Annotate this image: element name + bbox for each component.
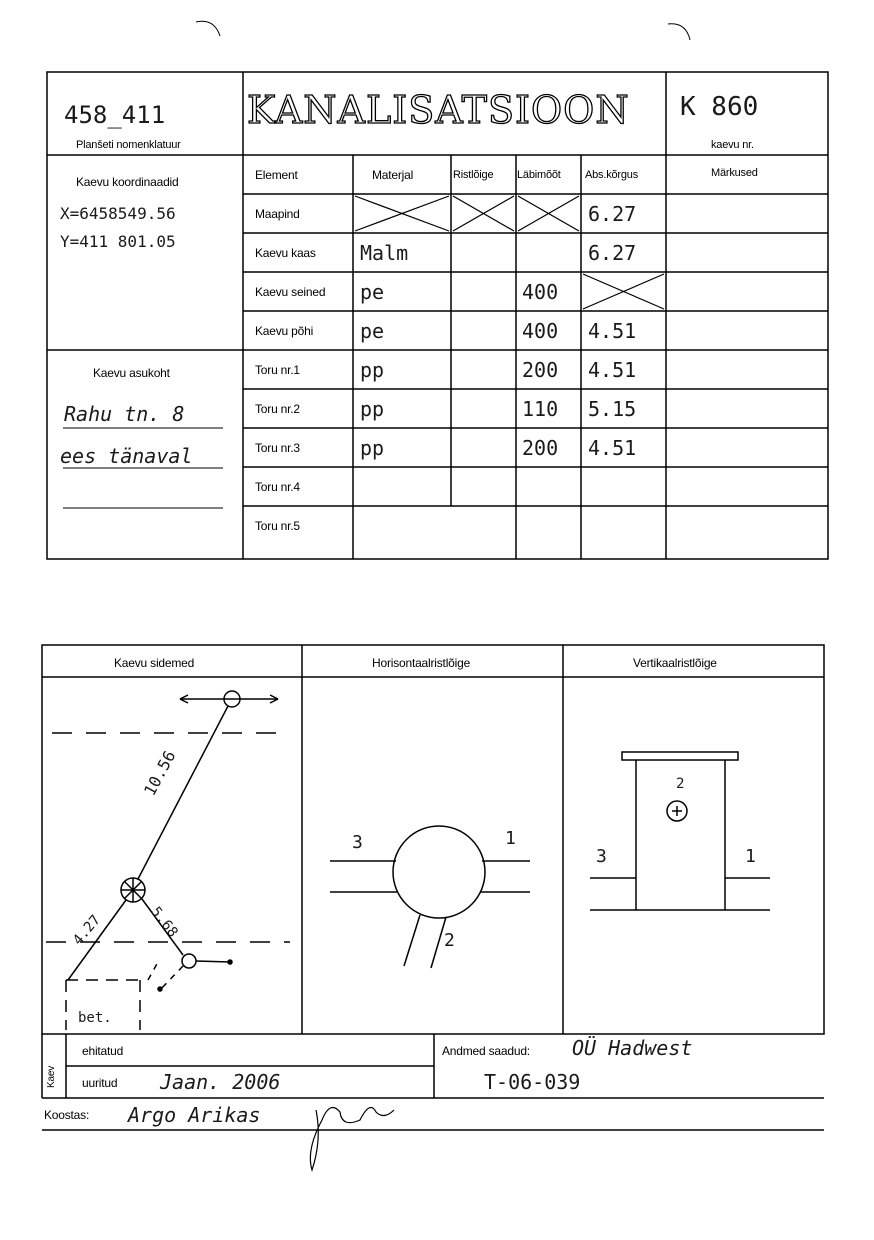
dim-5-68: 5.68: [147, 904, 181, 941]
row-6-element: Toru nr.2: [255, 401, 300, 416]
row-3-element: Kaevu seined: [255, 284, 326, 299]
coordinate-x: X=6458549.56: [60, 204, 176, 223]
well-label: kaevu nr.: [711, 139, 754, 151]
horizontal-label: Horisontaalristlõige: [372, 656, 471, 670]
surveyed-label: uuritud: [82, 1076, 118, 1090]
row-2-element: Kaevu kaas: [255, 245, 316, 260]
header-notes: Märkused: [711, 167, 758, 179]
row-6-abs: 5.15: [588, 396, 637, 421]
author-value: Argo Arikas: [128, 1103, 261, 1127]
coordinate-y: Y=411 801.05: [60, 232, 176, 251]
row-1-element: Maapind: [255, 206, 300, 221]
row-2-abs: 6.27: [588, 240, 637, 265]
location-label: Kaevu asukoht: [93, 366, 170, 380]
built-label: ehitatud: [82, 1044, 124, 1058]
v-pipe-3: 3: [596, 846, 607, 867]
data-label: Andmed saadud:: [442, 1044, 530, 1058]
row-1-abs: 6.27: [588, 201, 637, 226]
dim-4-27: 4.27: [70, 912, 104, 949]
row-3-material: pe: [360, 279, 385, 304]
row-4-abs: 4.51: [588, 318, 637, 343]
v-pipe-1: 1: [745, 846, 756, 867]
header-material: Materjal: [372, 167, 414, 182]
header-element: Element: [255, 167, 298, 182]
author-label: Koostas:: [44, 1108, 90, 1122]
vertical-label: Vertikaalristlõige: [633, 656, 717, 670]
well-number: K 860: [680, 92, 759, 122]
h-pipe-2: 2: [444, 930, 455, 951]
data-source: OÜ Hadwest: [572, 1036, 693, 1060]
row-5-element: Toru nr.1: [255, 362, 300, 377]
row-8-element: Toru nr.4: [255, 479, 300, 494]
row-3-diameter: 400: [522, 279, 559, 304]
row-6-material: pp: [360, 396, 385, 421]
coordinates-label: Kaevu koordinaadid: [76, 175, 179, 189]
side-label: Kaev: [46, 1066, 57, 1088]
row-7-abs: 4.51: [588, 435, 637, 460]
row-4-material: pe: [360, 318, 385, 343]
location-line-2: ees tänaval: [60, 444, 193, 468]
v-pipe-2: 2: [676, 776, 685, 792]
row-4-diameter: 400: [522, 318, 559, 343]
row-2-material: Malm: [360, 240, 409, 265]
row-4-element: Kaevu põhi: [255, 323, 314, 338]
ties-sketch: [46, 691, 290, 1030]
row-6-diameter: 110: [522, 396, 559, 421]
location-line-1: Rahu tn. 8: [64, 402, 185, 426]
data-ref: T-06-039: [484, 1070, 581, 1094]
row-7-material: pp: [360, 435, 385, 460]
h-pipe-1: 1: [505, 828, 516, 849]
row-5-diameter: 200: [522, 357, 559, 382]
header-section: Ristlõige: [453, 168, 494, 181]
row-9-element: Toru nr.5: [255, 518, 300, 533]
surveyed-value: Jaan. 2006: [160, 1070, 281, 1094]
signature: [310, 1108, 394, 1171]
row-7-element: Toru nr.3: [255, 440, 300, 455]
dim-10-56: 10.56: [140, 747, 180, 799]
row-5-material: pp: [360, 357, 385, 382]
page-title: KANALISATSIOON: [247, 88, 630, 132]
sheet-label: Planšeti nomenklatuur: [76, 139, 181, 151]
row-7-diameter: 200: [522, 435, 559, 460]
building-label: bet.: [78, 1010, 112, 1026]
h-pipe-3: 3: [352, 832, 363, 853]
header-abs: Abs.kõrgus: [585, 168, 639, 181]
sheet-number: 458_411: [64, 101, 166, 129]
ties-label: Kaevu sidemed: [114, 656, 195, 670]
row-5-abs: 4.51: [588, 357, 637, 382]
header-diameter: Läbimõõt: [517, 168, 561, 181]
